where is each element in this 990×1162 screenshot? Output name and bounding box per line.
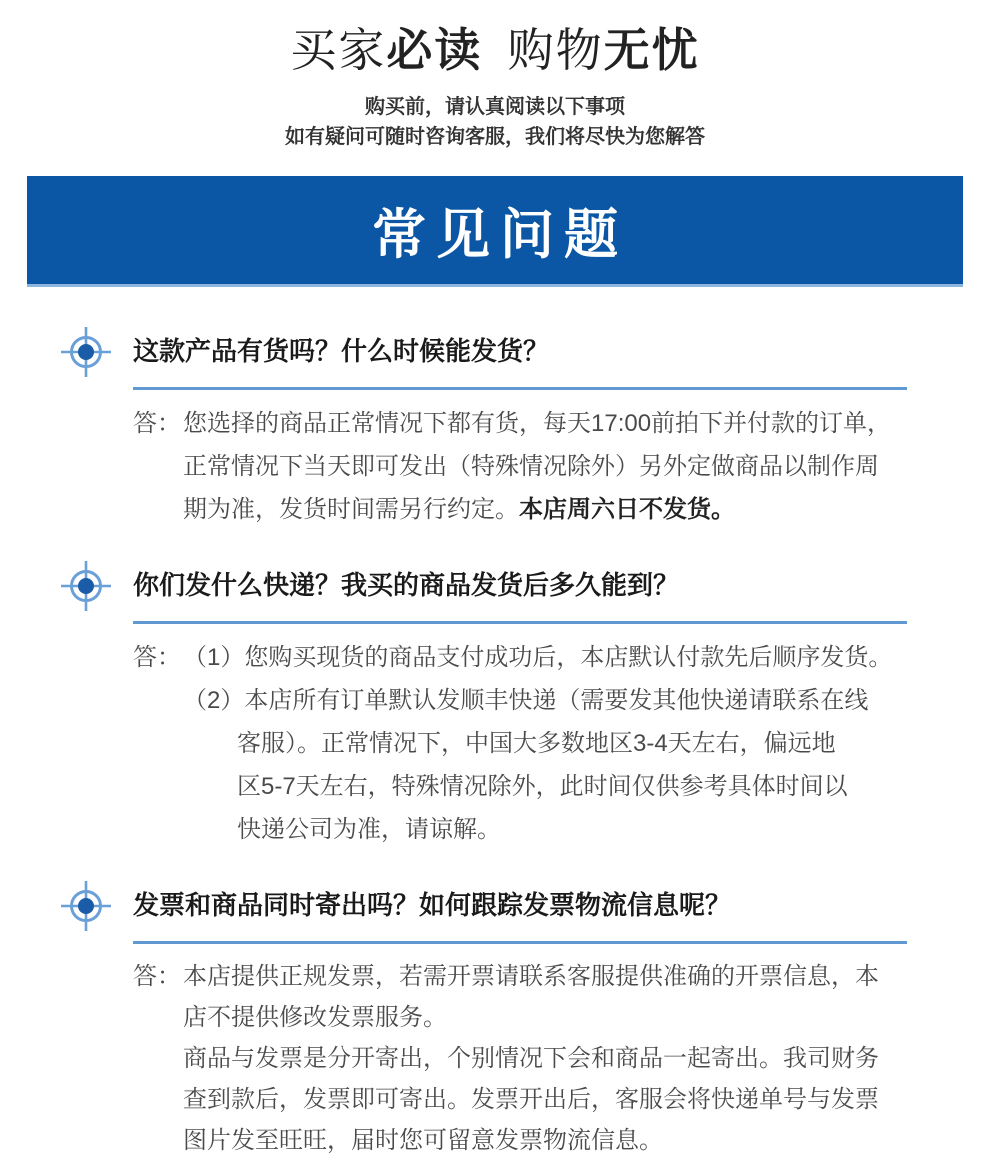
faq-answer (133, 402, 990, 531)
answer-segment: 正常情况下当天即可发出（特殊情况除外）另外定做商品以制作周 (183, 453, 879, 480)
page-title (0, 24, 990, 76)
answer-segment: 商品与发票是分开寄出，个别情况下会和商品一起寄出。我司财务 (183, 1045, 879, 1072)
faq-answer (133, 956, 990, 1161)
faq-list (0, 287, 990, 1161)
answer-segment: 您选择的商品正常情况下都有货，每天17:00前拍下并付款的订单， (183, 410, 892, 437)
faq-section-banner (27, 176, 963, 287)
crosshair-target-icon (60, 880, 112, 932)
page-header (0, 0, 990, 152)
faq-item (0, 325, 990, 531)
answer-line (183, 488, 891, 531)
answer-line (183, 1120, 879, 1161)
answer-line (183, 1079, 879, 1120)
question-underline-divider (133, 621, 907, 624)
title-segment: 无忧 (603, 24, 700, 76)
title-segment: 必读 (386, 24, 483, 76)
answer-text-block (183, 636, 892, 851)
answer-segment: 图片发至旺旺，届时您可留意发票物流信息。 (183, 1127, 663, 1154)
answer-segment: 本店提供正规发票，若需开票请联系客服提供准确的开票信息，本 (183, 963, 879, 990)
answer-line (183, 1038, 879, 1079)
answer-segment: 查到款后，发票即可寄出。发票开出后，客服会将快递单号与发票 (183, 1086, 879, 1113)
answer-text-block (183, 956, 879, 1161)
answer-segment: 本店周六日不发货。 (519, 496, 735, 523)
answer-line (183, 808, 892, 851)
crosshair-target-icon (60, 326, 112, 378)
crosshair-target-icon (60, 560, 112, 612)
faq-question: 发票和商品同时寄出吗？如何跟踪发票物流信息呢？ (133, 890, 732, 920)
answer-label: 答： (133, 644, 181, 671)
answer-label: 答： (133, 963, 181, 990)
answer-segment: 快递公司为准，请谅解。 (237, 816, 501, 843)
faq-question: 你们发什么快递？我买的商品发货后多久能到？ (133, 570, 680, 600)
question-underline-divider (133, 941, 907, 944)
answer-line (183, 956, 879, 997)
answer-segment: （2）本店所有订单默认发顺丰快递（需要发其他快递请联系在线 (183, 687, 869, 714)
answer-line (183, 402, 891, 445)
answer-line (183, 722, 892, 765)
answer-line (183, 765, 892, 808)
answer-text-block (183, 402, 891, 531)
answer-label: 答： (133, 410, 181, 437)
answer-segment: 期为准，发货时间需另行约定。 (183, 496, 519, 523)
header-subtitle-line1: 购买前，请认真阅读以下事项 (365, 96, 625, 118)
answer-segment: 店不提供修改发票服务。 (183, 1004, 447, 1031)
answer-line (183, 636, 892, 679)
faq-answer (133, 636, 990, 851)
faq-item (0, 559, 990, 851)
header-subtitle-line2: 如有疑问可随时咨询客服，我们将尽快为您解答 (285, 126, 705, 148)
answer-segment: 客服）。正常情况下，中国大多数地区3-4天左右，偏远地 (237, 730, 836, 757)
faq-section-title: 常见问题 (372, 204, 628, 265)
faq-item (0, 879, 990, 1161)
answer-segment: （1）您购买现货的商品支付成功后，本店默认付款先后顺序发货。 (183, 644, 893, 671)
question-underline-divider (133, 387, 907, 390)
answer-line (183, 997, 879, 1038)
answer-line (183, 679, 892, 722)
title-segment: 买家 (290, 24, 387, 76)
answer-segment: 区5-7天左右，特殊情况除外，此时间仅供参考具体时间以 (237, 773, 848, 800)
faq-question: 这款产品有货吗？什么时候能发货？ (133, 336, 550, 366)
answer-line (183, 445, 891, 488)
title-segment: 购物 (507, 24, 604, 76)
